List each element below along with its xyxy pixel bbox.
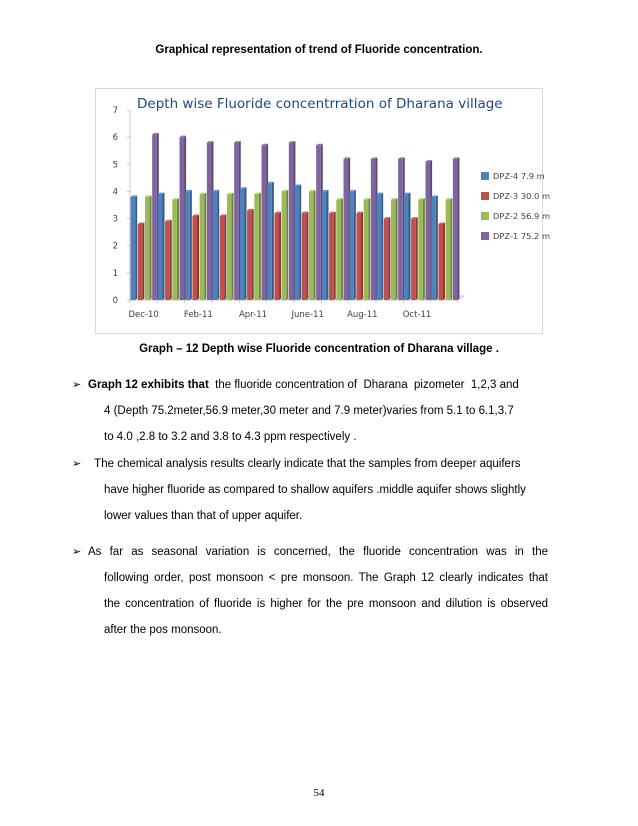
- bar-side: [334, 212, 336, 300]
- x-tick-label: June-11: [291, 310, 324, 320]
- bar: [391, 200, 396, 300]
- bar: [180, 137, 185, 300]
- legend-label: DPZ-4 7.9 m: [493, 171, 545, 181]
- legend-swatch: [481, 232, 489, 240]
- bar-side: [177, 198, 179, 300]
- y-tick-label: 6: [112, 133, 118, 144]
- bar: [371, 159, 376, 300]
- bar: [398, 159, 403, 300]
- paragraph-line: As far as seasonal variation is concerned, the fluoride concentration was in the: [88, 546, 548, 558]
- bar-side: [436, 195, 438, 300]
- bar-side: [286, 190, 288, 300]
- bar: [172, 200, 177, 300]
- bar: [152, 134, 157, 300]
- figure-caption: Graph – 12 Depth wise Fluoride concentration of Dharana village .: [139, 343, 499, 355]
- bar-side: [381, 193, 383, 300]
- bar-side: [409, 193, 411, 300]
- bar: [302, 213, 307, 300]
- bar-side: [232, 193, 234, 300]
- bar-side: [245, 187, 247, 300]
- bar: [138, 224, 143, 300]
- bar: [418, 200, 423, 300]
- bar: [446, 200, 451, 300]
- bar-side: [299, 185, 301, 301]
- paragraph-line: the concentration of fluoride is higher for the pre monsoon and dilution is observed: [104, 598, 548, 610]
- bar: [200, 194, 205, 300]
- bar-side: [224, 214, 226, 300]
- bar: [274, 213, 279, 300]
- chart-title: Depth wise Fluoride concentrration of Dharana village: [137, 96, 503, 112]
- bar: [247, 210, 252, 300]
- bar: [377, 194, 382, 300]
- bar-side: [170, 220, 172, 300]
- y-tick-label: 3: [112, 214, 118, 225]
- paragraph-graph-summary: [72, 372, 568, 450]
- paragraph-line: The chemical analysis results clearly indicate that the samples from deeper aquifers: [88, 458, 521, 470]
- bar-side: [314, 190, 316, 300]
- y-tick-label: 5: [112, 160, 118, 171]
- legend-label: DPZ-1 75.2 m: [493, 231, 551, 241]
- legend-label: DPZ-2 56.9 m: [493, 211, 551, 221]
- bar: [329, 213, 334, 300]
- bar-side: [252, 209, 254, 300]
- chart-container: [95, 88, 551, 334]
- bar: [267, 183, 272, 300]
- bar: [254, 194, 259, 300]
- bar: [220, 216, 225, 300]
- legend-label: DPZ-3 30.0 m: [493, 191, 551, 201]
- bar: [404, 194, 409, 300]
- bar: [240, 189, 245, 300]
- bar-side: [197, 214, 199, 300]
- bar: [322, 191, 327, 300]
- section-heading: Graphical representation of trend of Fluoride concentration.: [155, 44, 483, 56]
- paragraph-line: to 4.0 ,2.8 to 3.2 and 3.8 to 4.3 ppm respectively .: [104, 431, 357, 443]
- arrow-bullet-icon: ➢: [72, 458, 82, 470]
- bar: [282, 191, 287, 300]
- fluoride-bar-chart: [96, 89, 551, 333]
- paragraph-chemical-analysis: [72, 451, 568, 529]
- page-number: 54: [313, 787, 325, 799]
- x-tick-label: Apr-11: [238, 310, 268, 320]
- bar: [131, 197, 136, 300]
- bar-side: [279, 212, 281, 300]
- bar: [344, 159, 349, 300]
- bar-side: [135, 195, 137, 300]
- bar: [234, 143, 239, 300]
- y-tick-label: 7: [112, 106, 118, 116]
- bar: [262, 145, 267, 300]
- bar-side: [423, 198, 425, 300]
- bar-side: [163, 193, 165, 300]
- legend-swatch: [481, 212, 489, 220]
- bar: [192, 216, 197, 300]
- y-tick-label: 0: [112, 296, 118, 306]
- x-tick-label: Oct-11: [402, 310, 432, 320]
- bar-side: [259, 193, 261, 300]
- bar: [309, 191, 314, 300]
- x-tick-label: Aug-11: [347, 310, 378, 320]
- bar: [165, 221, 170, 300]
- bar: [411, 219, 416, 300]
- bar: [384, 219, 389, 300]
- bar-side: [272, 182, 274, 300]
- bar-side: [204, 193, 206, 300]
- paragraph-seasonal-variation: [72, 539, 568, 643]
- paragraph-line: following order, post monsoon < pre monsoon. The Graph 12 clearly indicates that: [104, 572, 548, 584]
- bar: [295, 186, 300, 300]
- bar-side: [150, 195, 152, 300]
- bar: [227, 194, 232, 300]
- bar: [207, 143, 212, 300]
- bar-side: [416, 217, 418, 300]
- x-tick-label: Feb-11: [183, 310, 213, 320]
- bar-side: [142, 223, 144, 301]
- bar-side: [368, 198, 370, 300]
- bar: [316, 145, 321, 300]
- bar-side: [443, 223, 445, 301]
- bar-side: [361, 212, 363, 300]
- x-tick-label: Dec-10: [128, 310, 159, 320]
- legend-swatch: [481, 192, 489, 200]
- y-tick-label: 2: [112, 241, 118, 252]
- bar-side: [190, 190, 192, 300]
- bar: [356, 213, 361, 300]
- bar: [158, 194, 163, 300]
- bar: [336, 200, 341, 300]
- bar-side: [354, 190, 356, 300]
- bar-side: [327, 190, 329, 300]
- bar-side: [217, 190, 219, 300]
- bar: [145, 197, 150, 300]
- bar: [213, 191, 218, 300]
- bar-side: [457, 157, 459, 300]
- bar-side: [396, 198, 398, 300]
- bar: [426, 162, 431, 300]
- arrow-bullet-icon: ➢: [72, 379, 82, 391]
- bar-side: [306, 212, 308, 300]
- paragraph-line: [88, 372, 568, 398]
- bar: [289, 143, 294, 300]
- y-tick-label: 1: [112, 268, 118, 279]
- line-text: the fluoride concentration of Dharana pizometer 1,2,3 and: [208, 379, 519, 391]
- paragraph-line: have higher fluoride as compared to shallow aquifers .middle aquifer shows slightly: [104, 484, 526, 496]
- paragraph-line: 4 (Depth 75.2meter,56.9 meter,30 meter and 7.9 meter)varies from 5.1 to 6.1,3.7: [104, 405, 514, 417]
- bar-side: [450, 198, 452, 300]
- paragraph-line: lower values than that of upper aquifer.: [104, 510, 303, 522]
- arrow-bullet-icon: ➢: [72, 546, 82, 558]
- bold-lead: Graph 12 exhibits that: [88, 379, 209, 391]
- bar: [453, 159, 458, 300]
- bar: [364, 200, 369, 300]
- bar: [349, 191, 354, 300]
- bar: [438, 224, 443, 300]
- bar: [185, 191, 190, 300]
- bar: [431, 197, 436, 300]
- paragraph-line: after the pos monsoon.: [104, 624, 222, 636]
- legend-swatch: [481, 172, 489, 180]
- y-tick-label: 4: [112, 187, 118, 198]
- bar-side: [388, 217, 390, 300]
- bar-side: [341, 198, 343, 300]
